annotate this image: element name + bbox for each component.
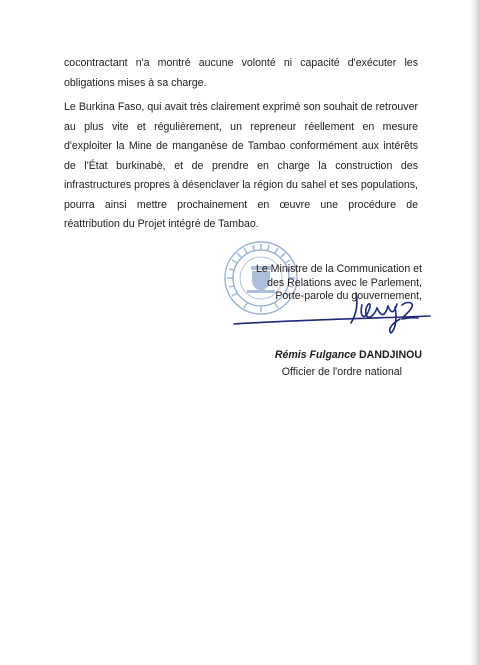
signer-name: [252, 349, 422, 361]
signatory-position-line-2: des Relations avec le Parlement,: [267, 276, 422, 289]
letter-paragraph-1: cocontractant n'a montré aucune volonté ni capacité d'exécuter les obligations mises à sa charge.: [64, 57, 418, 89]
signer-given-names: Rémis Fulgance: [274, 349, 357, 361]
signature-block: [252, 263, 422, 304]
letter-paragraph-2: Le Burkina Faso, qui avait très clairement exprimé son souhait de retrouver au plus vite et régulièrement, un repreneur réellement en mesure d'exploiter la Mine de manganèse de Tambao conformément aux intérêts de l'État burkinabè, et de prendre en charge la construction des infrastructures propres à désenclaver la région du sahel et ses populations, pourra ainsi mettre prochainement en œuvre une procédure de réattribution du Projet intégré de Tambao.: [64, 101, 418, 230]
signatory-position-line-1: Le Ministre de la Communication et: [255, 263, 422, 275]
signatory-position-line-3: Porte-parole du gouvernement,: [275, 290, 422, 302]
signer-surname: DANDJINOU: [359, 349, 422, 361]
page-edge-shadow: [470, 0, 480, 665]
signer-distinction: Officier de l'ordre national: [281, 366, 402, 378]
